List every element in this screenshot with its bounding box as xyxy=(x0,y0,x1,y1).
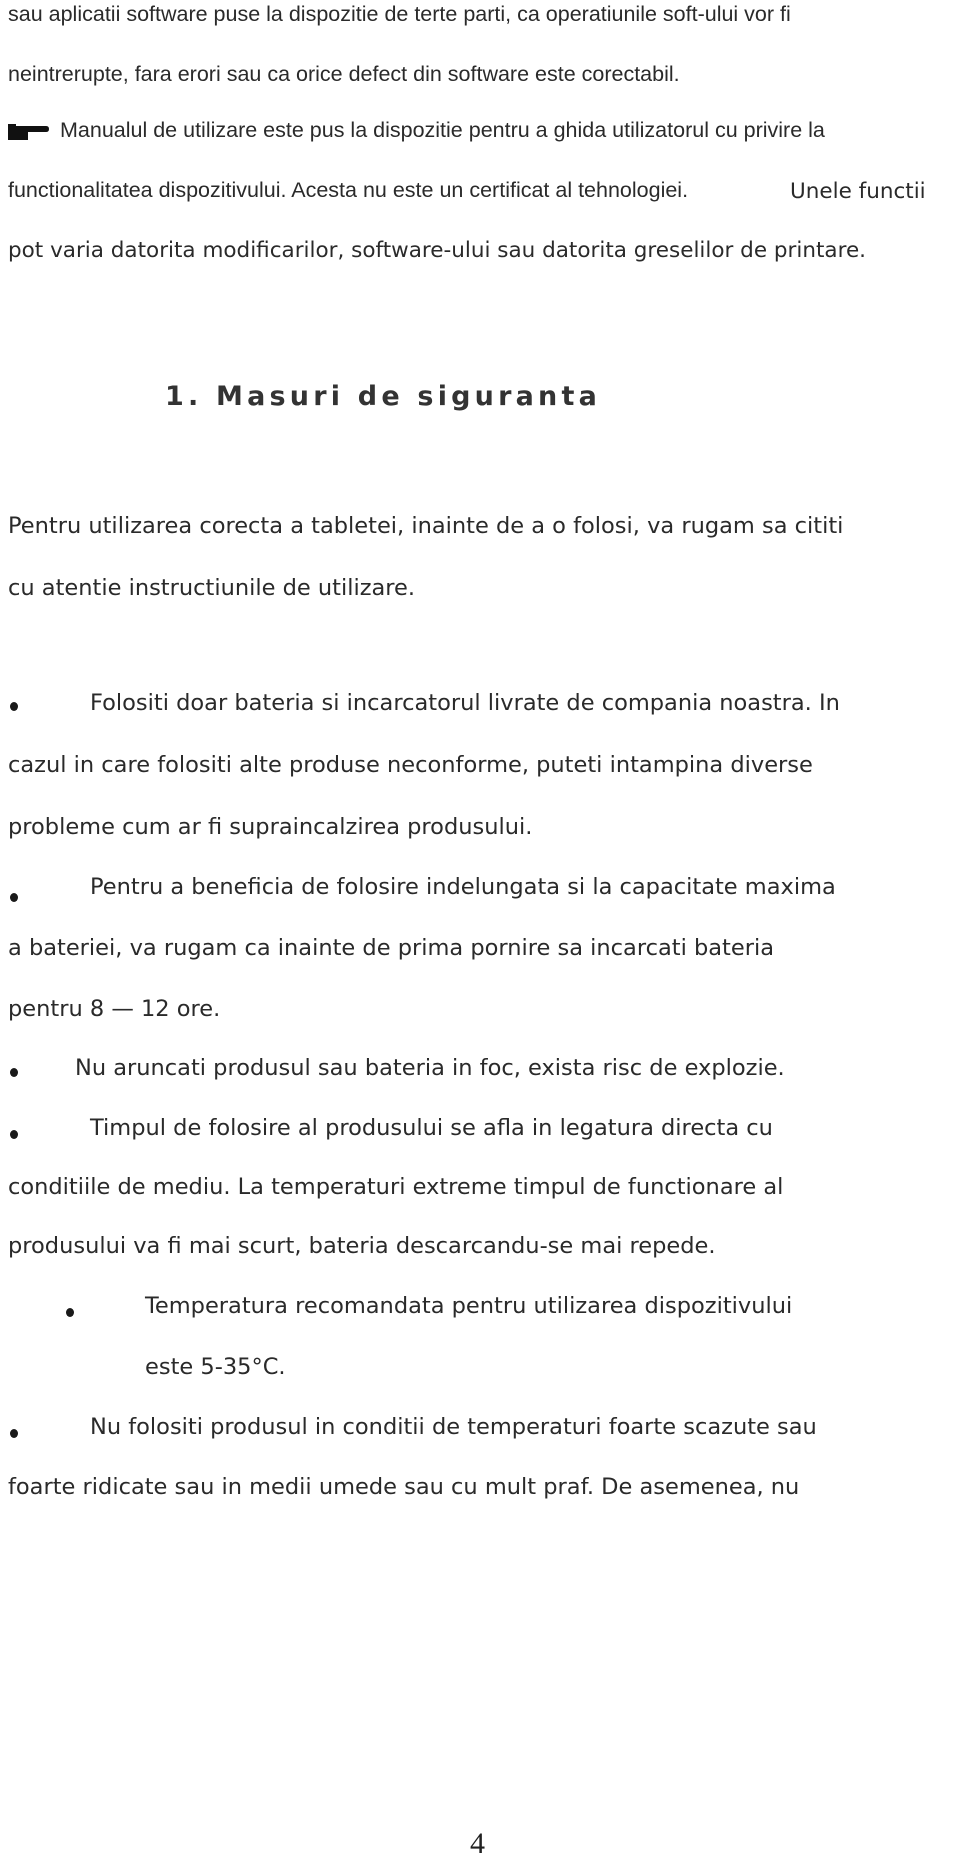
section-heading: 1. Masuri de siguranta xyxy=(165,381,601,412)
text-line: Manualul de utilizare este pus la dispozitie pentru a ghida utilizatorul cu privire la xyxy=(60,118,825,142)
bullet-dot-icon xyxy=(66,1308,74,1317)
text-line: Pentru utilizarea corecta a tabletei, inainte de a o folosi, va rugam sa cititi xyxy=(8,513,844,539)
text-line: produsului va fi mai scurt, bateria descarcandu-se mai repede. xyxy=(8,1233,716,1259)
bullet-dot-icon xyxy=(10,1429,18,1438)
text-line: foarte ridicate sau in medii umede sau cu mult praf. De asemenea, nu xyxy=(8,1474,800,1500)
pointing-hand-icon xyxy=(6,120,50,144)
text-line: probleme cum ar fi supraincalzirea produsului. xyxy=(8,814,533,840)
text-line: Pentru a beneficia de folosire indelungata si la capacitate maxima xyxy=(90,874,836,900)
text-span: cazul in care folositi alte produse neconforme, puteti intampina diverse xyxy=(8,752,813,778)
text-line: sau aplicatii software puse la dispozitie de terte parti, ca operatiunile soft-ului vor fi xyxy=(8,2,791,26)
text-line: Folositi doar bateria si incarcatorul livrate de compania noastra. In xyxy=(90,690,840,716)
text-line: este 5-35°C. xyxy=(145,1354,286,1380)
text-line: Temperatura recomandata pentru utilizarea dispozitivului xyxy=(145,1293,793,1319)
bullet-dot-icon xyxy=(10,1130,18,1139)
text-line: Timpul de folosire al produsului se afla in legatura directa cu xyxy=(90,1115,773,1141)
text-line: functionalitatea dispozitivului. Acesta nu este un certificat al tehnologiei. xyxy=(8,178,689,202)
text-line: Nu folositi produsul in conditii de temperaturi foarte scazute sau xyxy=(90,1414,817,1440)
text-line: Nu aruncati produsul sau bateria in foc, exista risc de explozie. xyxy=(75,1055,785,1081)
bullet-dot-icon xyxy=(10,702,18,711)
bullet-dot-icon xyxy=(10,1068,18,1077)
text-line xyxy=(8,752,953,778)
text-line: pentru 8 — 12 ore. xyxy=(8,996,221,1022)
text-line: Unele functii xyxy=(790,179,926,204)
text-line: a bateriei, va rugam ca inainte de prima pornire sa incarcati bateria xyxy=(8,935,774,961)
text-line: neintrerupte, fara erori sau ca orice defect din software este corectabil. xyxy=(8,62,680,86)
text-line: pot varia datorita modificarilor, software-ului sau datorita greselilor de printare. xyxy=(8,238,867,263)
text-line: cu atentie instructiunile de utilizare. xyxy=(8,575,416,601)
page-number: 4 xyxy=(470,1827,485,1860)
text-line: conditiile de mediu. La temperaturi extreme timpul de functionare al xyxy=(8,1174,784,1200)
bullet-dot-icon xyxy=(10,893,18,902)
